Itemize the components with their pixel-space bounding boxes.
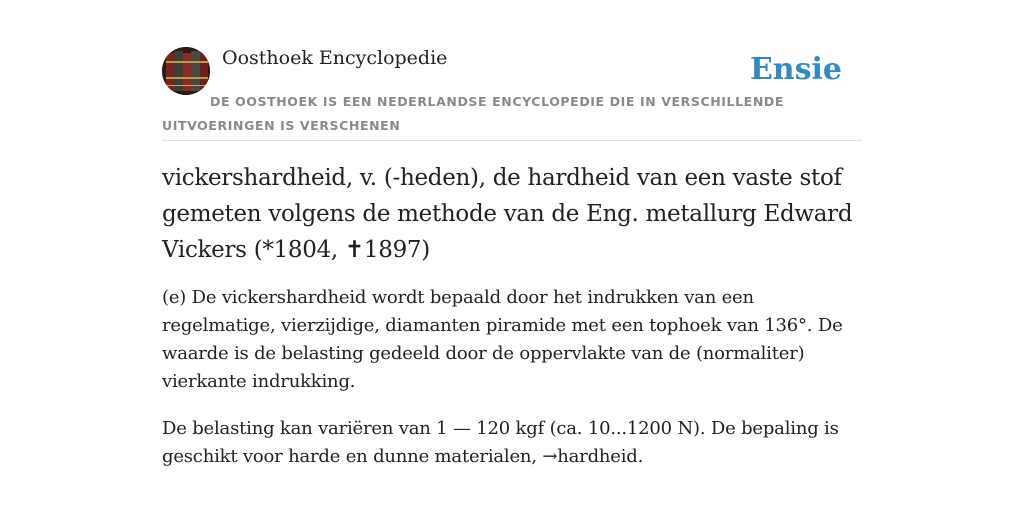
header — [162, 46, 862, 141]
article-content — [162, 160, 862, 490]
book-spines-icon[interactable] — [162, 47, 210, 95]
article-paragraph: De belasting kan variëren van 1 — 120 kgf (ca. 10...1200 N). De bepaling is geschikt voor harde en dunne materialen, →hardheid. — [162, 418, 839, 467]
article-paragraph: (e) De vickershardheid wordt bepaald door het indrukken van een regelmatige, vierzijdige, diamanten piramide met een tophoek van 136°. De waarde is de belasting gedeeld door de oppervlakte van de (normaliter) vierkante indrukking. — [162, 287, 843, 392]
article-definition: vickershardheid, v. (-heden), de hardheid van een vaste stof gemeten volgens de methode van de Eng. metallurg Edward Vickers (*1804, ✝1897) — [162, 165, 853, 263]
brand-logo[interactable]: Ensie — [749, 52, 842, 87]
source-tagline: DE OOSTHOEK IS EEN NEDERLANDSE ENCYCLOPEDIE DIE IN VERSCHILLENDE UITVOERINGEN IS VERSCHENEN — [162, 94, 784, 133]
source-name[interactable]: Oosthoek Encyclopedie — [222, 47, 448, 69]
